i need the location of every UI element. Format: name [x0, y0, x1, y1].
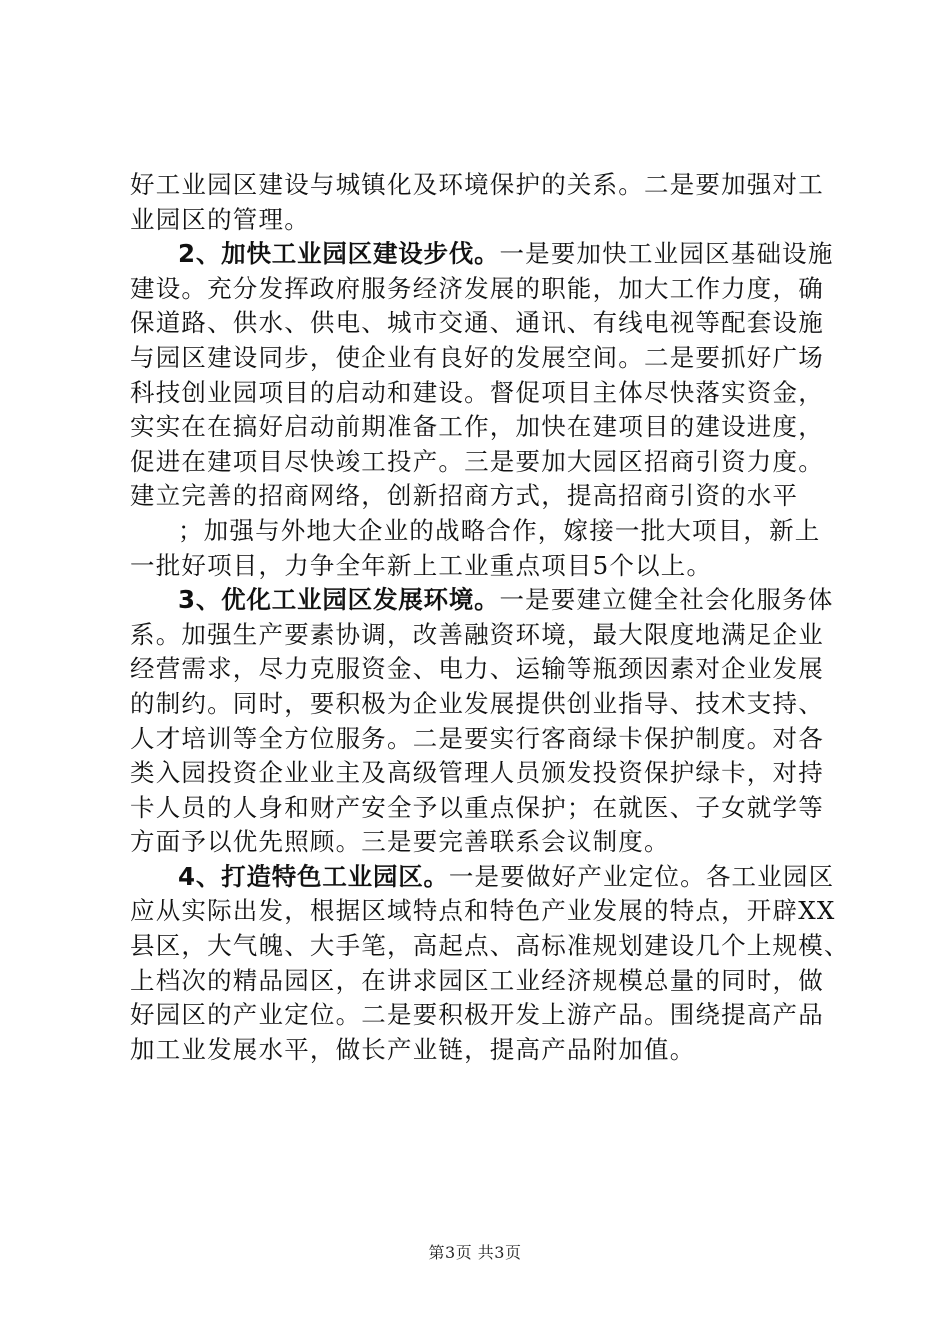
text-segment: 保道路、供水、供电、城市交通、通讯、有线电视等配套设施	[130, 308, 824, 338]
text-line	[130, 894, 835, 929]
text-line	[130, 756, 835, 791]
text-segment: 实实在在搞好启动前期准备工作，加快在建项目的建设进度，	[130, 412, 824, 442]
text-segment: 业园区的管理。	[130, 204, 310, 234]
text-segment: 建立完善的招商网络，创新招商方式，提高招商引资的水平	[130, 481, 799, 511]
text-segment: 建设。充分发挥政府服务经济发展的职能，加大工作力度，确	[130, 273, 824, 303]
text-line	[130, 998, 835, 1033]
text-line	[130, 514, 835, 549]
text-line	[130, 479, 835, 514]
section-heading: 3、优化工业园区发展环境。	[178, 585, 500, 615]
text-segment: 人才培训等全方位服务。二是要实行客商绿卡保护制度。对各	[130, 723, 824, 753]
text-line	[130, 237, 835, 272]
text-segment: 上档次的精品园区，在讲求园区工业经济规模总量的同时，做	[130, 965, 824, 995]
text-line	[130, 825, 835, 860]
text-segment: 类入园投资企业业主及高级管理人员颁发投资保护绿卡，对持	[130, 758, 824, 788]
text-line	[130, 1033, 835, 1068]
text-segment: 加工业发展水平，做长产业链，提高产品附加值。	[130, 1034, 696, 1064]
text-segment: 县区，大气魄、大手笔，高起点、高标准规划建设几个上规模、	[130, 931, 850, 961]
text-line	[130, 583, 835, 618]
text-line	[130, 929, 850, 964]
text-segment: 一是要做好产业定位。各工业园区	[448, 861, 835, 891]
text-line	[130, 722, 835, 757]
text-segment: 方面予以优先照顾。三是要完善联系会议制度。	[130, 827, 670, 857]
text-segment: 好工业园区建设与城镇化及环境保护的关系。二是要加强对工	[130, 170, 824, 199]
text-line	[130, 687, 835, 722]
section-heading: 4、打造特色工业园区。	[178, 861, 449, 891]
text-segment: 一批好项目，力争全年新上工业重点项目5个以上。	[130, 550, 713, 580]
text-segment: 的制约。同时，要积极为企业发展提供创业指导、技术支持、	[130, 688, 824, 718]
text-segment: 一是要建立健全社会化服务体	[499, 585, 834, 615]
text-line	[130, 860, 835, 895]
text-line	[130, 618, 835, 653]
text-segment: 好园区的产业定位。二是要积极开发上游产品。围绕提高产品	[130, 1000, 824, 1030]
text-line	[130, 341, 835, 376]
text-segment: 卡人员的人身和财产安全予以重点保护；在就医、子女就学等	[130, 792, 824, 822]
text-line	[130, 964, 835, 999]
text-line	[130, 272, 835, 307]
text-segment: ；加强与外地大企业的战略合作，嫁接一批大项目，新上	[178, 515, 821, 545]
section-heading: 2、加快工业园区建设步伐。	[178, 239, 500, 269]
text-segment: 应从实际出发，根据区域特点和特色产业发展的特点，开辟XX	[130, 896, 836, 926]
text-line	[130, 203, 835, 238]
page-footer: 第3页 共3页	[428, 1243, 522, 1262]
text-segment: 促进在建项目尽快竣工投产。三是要加大园区招商引资力度。	[130, 446, 824, 476]
text-line	[130, 652, 835, 687]
text-line	[130, 306, 835, 341]
text-segment: 经营需求，尽力克服资金、电力、运输等瓶颈因素对企业发展	[130, 654, 824, 684]
text-segment: 系。加强生产要素协调，改善融资环境，最大限度地满足企业	[130, 619, 824, 649]
text-line	[130, 445, 835, 480]
text-line	[130, 791, 835, 826]
text-line	[130, 376, 835, 411]
text-line	[130, 168, 835, 203]
text-line	[130, 410, 835, 445]
text-segment: 一是要加快工业园区基础设施	[499, 239, 834, 269]
text-line	[130, 549, 835, 584]
text-segment: 科技创业园项目的启动和建设。督促项目主体尽快落实资金，	[130, 377, 824, 407]
text-segment: 与园区建设同步，使企业有良好的发展空间。二是要抓好广场	[130, 342, 824, 372]
document-body	[130, 168, 850, 1067]
